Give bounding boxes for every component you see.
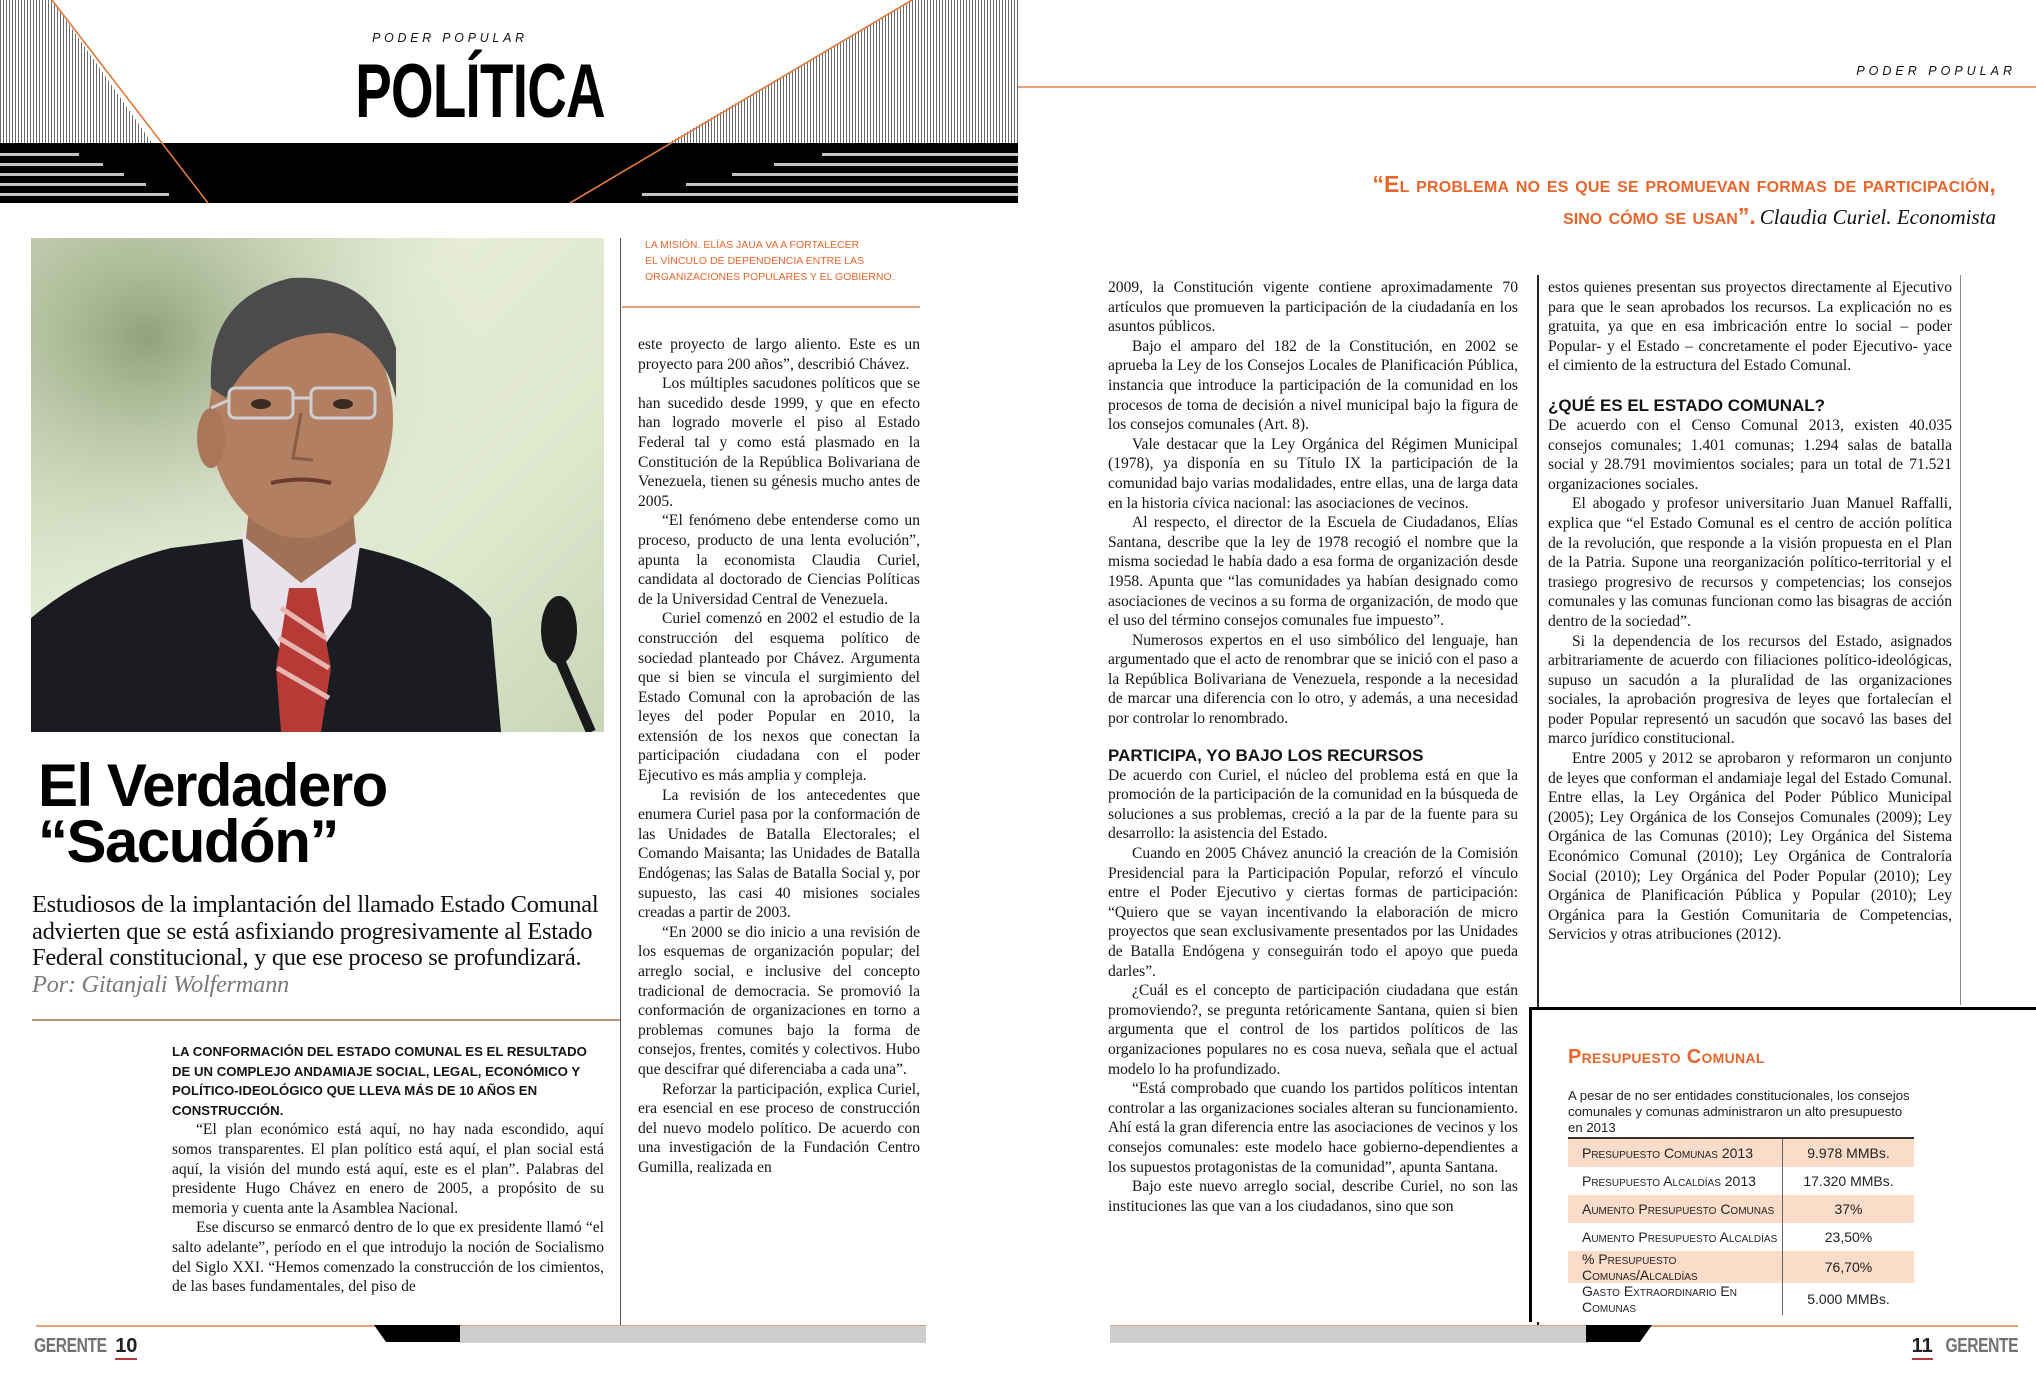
caption-line: EL VÍNCULO DE DEPENDENCIA ENTRE LAS (645, 255, 865, 267)
page-number: 11 (1912, 1335, 1933, 1360)
header-graphic (0, 0, 1018, 205)
footer-wedge (370, 1325, 470, 1345)
paragraph: “En 2000 se dio inicio a una revisión de los esquemas de organización popular; del arreglo social, e inclusive del concepto tradicional de democracia. Se promovió la conformación de organizaciones en torno a problemas comunes bajo la forma de consejos, frentes, comités y colectivos. Hubo que descifrar qué diferenciaba a cada una”. (638, 923, 920, 1078)
pull-quote-line: “El problema no es que se promuevan formas de participación, (1372, 171, 1996, 197)
budget-label: Presupuesto Comunas 2013 (1568, 1139, 1783, 1167)
budget-value: 17.320 MMBs. (1783, 1167, 1915, 1195)
paragraph: Bajo este nuevo arreglo social, describe Curiel, no son las instituciones las que van a los ciudadanos, sino que son (1108, 1178, 1518, 1215)
budget-label: Aumento Presupuesto Alcaldías (1582, 1229, 1778, 1245)
paragraph: “Está comprobado que cuando los partidos políticos intentan controlar a las organizaciones sociales alteran su funcionamiento. Ahí está la gran diferencia entre las asociaciones de vecinos y los consejos comunales: este modelo hace gobierno-dependientes a los supuestos protagonistas de la comunidad”, apunta Santana. (1108, 1080, 1518, 1176)
paragraph: “El plan económico está aquí, no hay nada escondido, aquí somos transparentes. El plan político está aquí, el plan social está aquí, la visión del mundo está aquí, este es el plan”. Palabras del presidente Hugo Chávez en enero de 2005, a propósito de su memoria y cuenta ante la Asamblea Nacional. (172, 1121, 604, 1217)
paragraph: Si la dependencia de los recursos del Estado, asignados arbitrariamente de acuerdo con filiaciones político-ideológicas, supuso un sacudón a la pluralidad de las organizaciones sociales, la aprobación progresiva de leyes que fortalecían el poder Popular representó un sacudón que socavó las bases del marco jurídico constitucional. (1548, 632, 1952, 748)
budget-value: 23,50% (1783, 1223, 1915, 1251)
paragraph: De acuerdo con el Censo Comunal 2013, existen 40.035 consejos comunales; 1.401 comunas; 1.294 salas de batalla social y 28.791 movimientos sociales; para un total de 71.521 organizaciones sociales. (1548, 416, 1952, 493)
caption-line: ORGANIZACIONES POPULARES Y EL GOBIERNO. (645, 271, 895, 283)
subhead: ¿QUÉ ES EL ESTADO COMUNAL? (1548, 395, 1826, 415)
budget-value: 76,70% (1783, 1251, 1915, 1283)
caption-rule (622, 306, 920, 308)
paragraph: ¿Cuál es el concepto de participación ciudadana que están promoviendo?, se pregunta retóricamente Santana, quien si bien argumenta que el control de los partidos políticos de las organizaciones populares no es cosa nueva, señala que el actual modelo lo ha profundizado. (1108, 982, 1518, 1078)
sidebar-intro: A pesar de no ser entidades constitucionales, los consejos comunales y comunas administraron un alto presupuesto en 2013 (1568, 1088, 1910, 1135)
brand-name: GERENTE (1945, 1335, 2018, 1357)
article-column-3 (1108, 278, 1518, 1216)
headline-line: El Verdadero (38, 752, 387, 819)
budget-row (1568, 1167, 1914, 1195)
header-rule (1018, 86, 2036, 88)
budget-row (1568, 1139, 1914, 1167)
byline: Por: Gitanjali Wolfermann (32, 970, 290, 998)
column-divider (1960, 275, 1961, 1005)
footer-bar (1110, 1326, 1588, 1343)
pull-quote (1218, 168, 1996, 236)
paragraph: “El fenómeno debe entenderse como un proceso, producto de una lenta evolución”, apunta la economista Claudia Curiel, candidata al doctorado de Ciencias Políticas de la Universidad Central de Venezuela. (638, 512, 920, 608)
sidebar-title: Presupuesto Comunal (1568, 1046, 1765, 1068)
portrait-illustration (31, 238, 604, 732)
budget-row (1568, 1251, 1914, 1283)
article-column-4 (1538, 278, 1952, 945)
headline (38, 752, 618, 875)
budget-label: Aumento Presupuesto Comunas (1568, 1195, 1783, 1223)
headline-line: “Sacudón” (38, 808, 338, 875)
photo-caption (645, 237, 935, 285)
paragraph: Ese discurso se enmarcó dentro de lo que ex presidente llamó “el salto adelante”, período en el que introdujo la noción de Socialismo del Siglo XXI. “Hemos comenzado la construcción de los cimientos, de las bases fundamentales, del piso de (172, 1219, 604, 1296)
paragraph: Vale destacar que la Ley Orgánica del Régimen Municipal (1978), ya disponía en su Título IX la participación de la comunidad bajo varias modalidades, entre ellas, una de larga data en la historia cívica nacional: las asociaciones de vecinos. (1108, 435, 1518, 512)
deck-rule (32, 1019, 620, 1021)
footer-wedge (1586, 1325, 1656, 1345)
paragraph: La revisión de los antecedentes que enumera Curiel pasa por la conformación de las Unidades de Batalla Electorales; el Comando Maisanta; las Unidades de Batalla Endógenas; las Salas de Batalla Social y, por supuesto, las casi 40 misiones sociales creadas a partir de 2003. (638, 786, 920, 922)
budget-row (1568, 1283, 1914, 1315)
brand-name: GERENTE (34, 1335, 107, 1357)
article-column-1 (172, 1042, 604, 1297)
subhead: PARTICIPA, YO BAJO LOS RECURSOS (1108, 745, 1424, 765)
paragraph: estos quienes presentan sus proyectos directamente al Ejecutivo para que le sean aprobados los recursos. La explicación no es gratuita, ya que en esa imbricación entre lo social – poder Popular- y el Estado – concretamente el poder Ejecutivo- yace el cimiento de la estructura del Estado Comunal. (1548, 279, 1952, 375)
paragraph: Entre 2005 y 2012 se aprobaron y reformaron un conjunto de leyes que conforman el andamiaje legal del Estado Comunal. Entre ellas, la Ley Orgánica del Poder Público Municipal (2005); Ley Orgánica de los Consejos Comunales (2009); Ley Orgánica de las Comunas (2010); Ley Orgánica del Sistema Económico Comunal (2010); Ley Orgánica de Contraloría Social (2010); Ley Orgánica del Poder Popular (2010); Ley Orgánica de Planificación Pública y Popular (2010); Ley Orgánica para la Gestión Comunitaria de Competencias, Servicios y otras atribuciones (2012). (1548, 750, 1952, 944)
budget-label: Gasto Extraordinario En Comunas (1582, 1283, 1737, 1315)
budget-sidebar (1529, 1007, 2036, 1322)
footer-brand-left (34, 1335, 137, 1360)
paragraph: Los múltiples sacudones políticos que se han sucedido desde 1999, y que en efecto han logrado moverle el piso al Estado Federal tal y como está plasmado en la Constitución de la República Bolivariana de Venezuela, tienen su génesis mucho antes de 2005. (638, 375, 920, 510)
budget-value: 5.000 MMBs. (1783, 1283, 1915, 1315)
page-number: 10 (115, 1335, 137, 1360)
section-kicker: PODER POPULAR (1856, 64, 2016, 78)
column-divider (620, 238, 621, 1328)
budget-label: % Presupuesto Comunas/Alcaldías (1568, 1251, 1783, 1283)
paragraph: Al respecto, el director de la Escuela de Ciudadanos, Elías Santana, describe que la ley de 1978 recogió el nombre que la misma sociedad le había dado a esa forma de organización desde 1958. Apunta que “las comunidades ya habían designado como asociaciones de vecinos a su forma de organización, de modo que el uso del término consejos comunales fue impuesto”. (1108, 514, 1518, 630)
budget-value: 37% (1783, 1195, 1915, 1223)
deck-text: Estudiosos de la implantación del llamado Estado Comunal advierten que se está asfixiando progresivamente al Estado Federal constitucional, y que ese proceso se profundizará. (32, 891, 599, 971)
budget-value: 9.978 MMBs. (1783, 1139, 1915, 1167)
section-title: POLÍTICA (355, 49, 605, 134)
paragraph: El abogado y profesor universitario Juan Manuel Raffalli, explica que “el Estado Comunal es el centro de acción política de la revolución, que responde a la visión propuesta en el Plan de la Patria. Supone una reorganización político-territorial y el trasiego progresivo de recursos y competencias; los consejos comunales y las comunas funcionan como las bisagras de acción dentro de la sociedad”. (1548, 495, 1952, 630)
paragraph: Bajo el amparo del 182 de la Constitución, en 2002 se aprueba la Ley de los Consejos Locales de Planificación Pública, instancia que introduce la participación de la comunidad en los procesos de toma de decisión a nivel municipal bajo la figura de los consejos comunales (Art. 8). (1108, 337, 1518, 434)
section-kicker: PODER POPULAR (372, 30, 528, 45)
paragraph: este proyecto de largo aliento. Este es un proyecto para 200 años”, describió Chávez. (638, 336, 920, 373)
lead-in: LA CONFORMACIÓN DEL ESTADO COMUNAL ES EL RESULTADO DE UN COMPLEJO ANDAMIAJE SOCIAL, LEGAL, ECONÓMICO Y POLÍTICO-IDEOLÓGICO QUE LLEVA MÁS DE 10 AÑOS EN CONSTRUCCIÓN. (172, 1044, 587, 1118)
footer-bar (460, 1326, 926, 1343)
budget-row (1568, 1195, 1914, 1223)
budget-label: Presupuesto Alcaldías 2013 (1582, 1173, 1756, 1189)
portrait-photo (31, 238, 604, 732)
article-column-2 (638, 335, 920, 1178)
deck (32, 892, 612, 998)
paragraph: Cuando en 2005 Chávez anunció la creación de la Comisión Presidencial para la Participación Popular, reforzó el vínculo entre el Poder Ejecutivo y ciertas formas de participación: “Quiero que se vayan incentivando la elaboración de micro proyectos que sean exclusivamente presentados por las Unidades de Batalla Endógena y conseguirán todo el apoyo que pueda darles”. (1108, 845, 1518, 980)
caption-line: LA MISIÓN. ELÍAS JAUA VA A FORTALECER (645, 239, 860, 251)
paragraph: De acuerdo con Curiel, el núcleo del problema está en que la promoción de la participación de la comunidad en la búsqueda de soluciones a sus problemas, creció a la par de la fuente para su desarrollo: la asistencia del Estado. (1108, 766, 1518, 843)
paragraph: 2009, la Constitución vigente contiene aproximadamente 70 artículos que promueven la participación de la ciudadanía en los asuntos públicos. (1108, 279, 1518, 336)
paragraph: Curiel comenzó en 2002 el estudio de la construcción del esquema político de sociedad planteado por Chávez. Argumenta que si bien se vincula el surgimiento del Estado Comunal con la aprobación de las leyes del poder Popular en 2010, la extensión de los nexos que conectan la participación ciudadana con el poder Ejecutivo es más amplia y compleja. (638, 610, 920, 785)
budget-row (1568, 1223, 1914, 1251)
pull-quote-end: sino cómo se usan”. (1563, 203, 1756, 229)
right-page (1018, 0, 2036, 1380)
pull-quote-line-2 (1218, 200, 1996, 236)
paragraph: Numerosos expertos en el uso simbólico del lenguaje, han argumentado que el acto de renombrar que se inició con el paso a la República Bolivariana de Venezuela, responde a la necesidad de marcar una diferencia con lo otro, y además, a una necesidad por controlar lo renombrado. (1108, 631, 1518, 728)
paragraph: Reforzar la participación, explica Curiel, era esencial en ese proceso de construcción del nuevo modelo político. De acuerdo con una investigación de la Fundación Centro Gumilla, realizada en (638, 1080, 920, 1176)
budget-table (1568, 1139, 1914, 1315)
footer-brand-right (1898, 1335, 2018, 1360)
pull-quote-attribution: Claudia Curiel. Economista (1759, 205, 1996, 229)
